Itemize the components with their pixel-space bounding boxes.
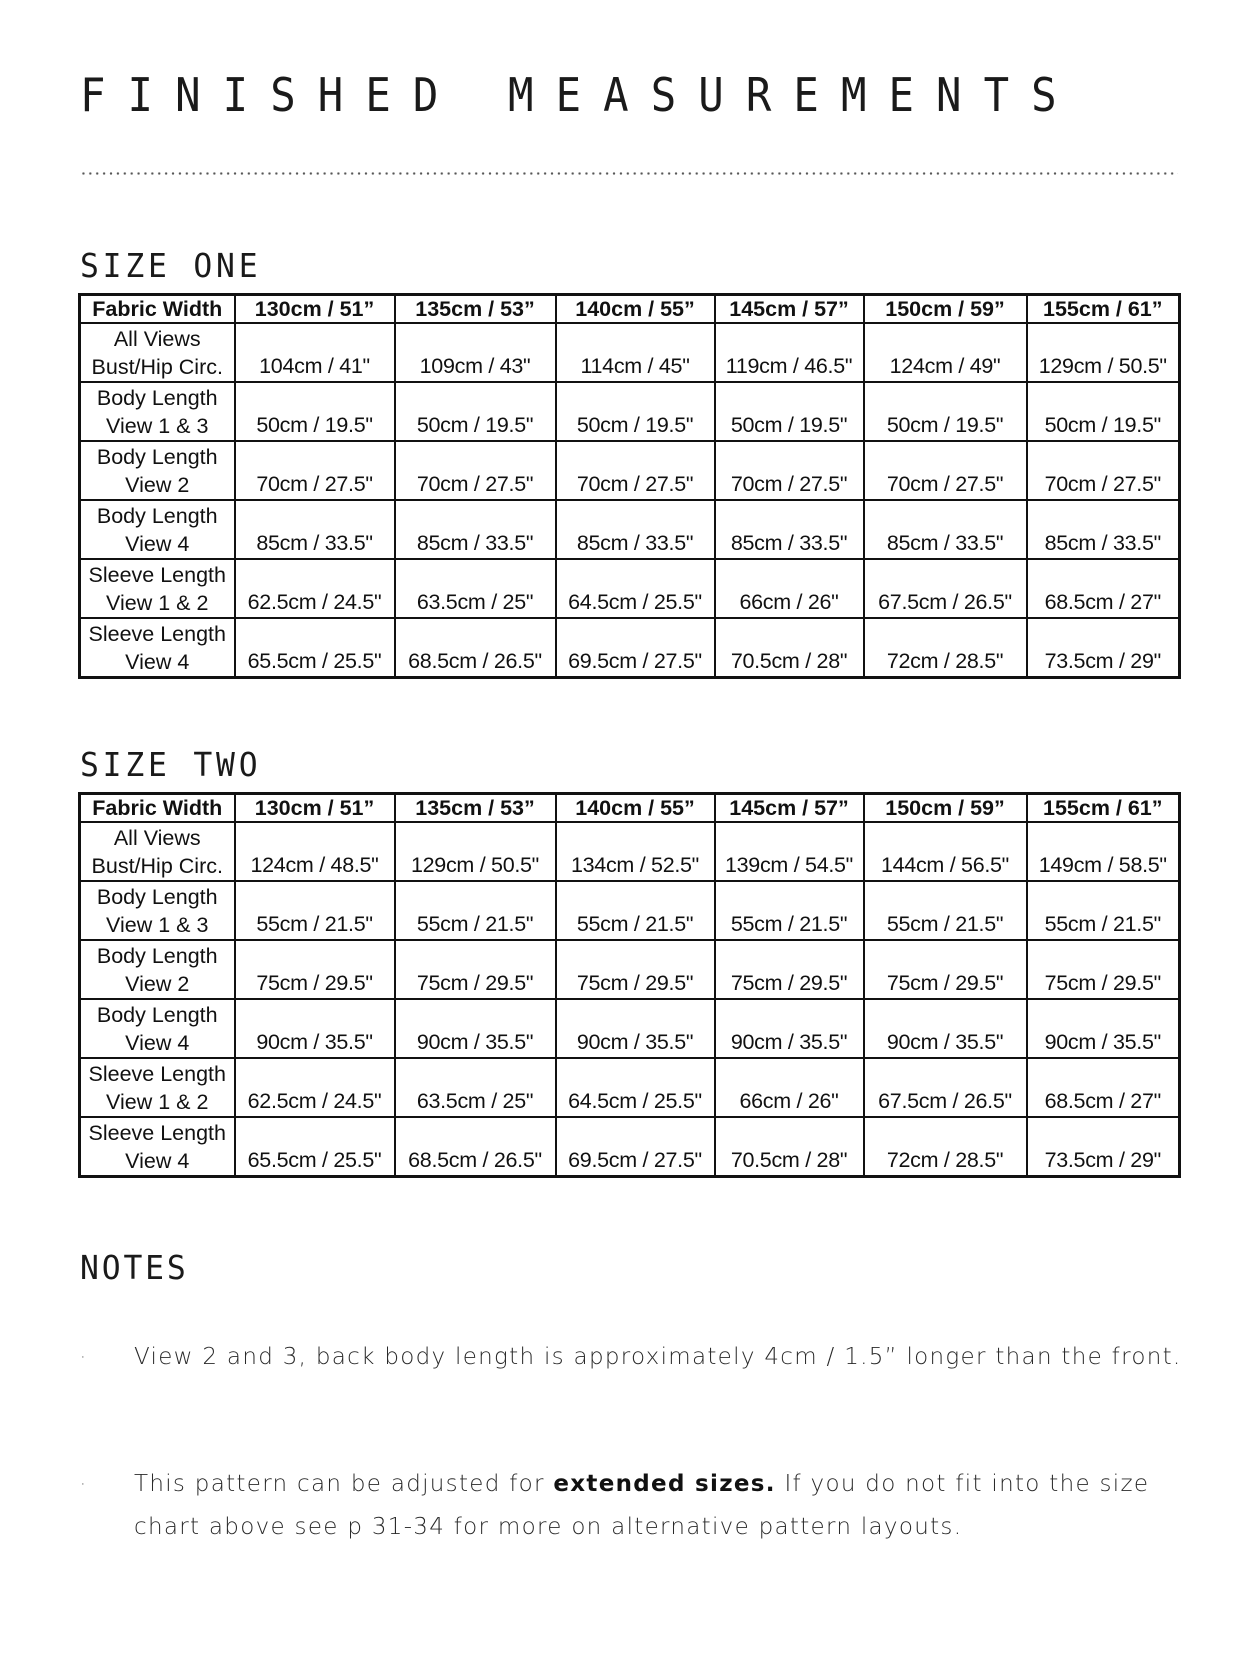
table-cell: 69.5cm / 27.5" bbox=[556, 1117, 715, 1177]
table-cell: 68.5cm / 26.5" bbox=[395, 1117, 556, 1177]
table-cell: 72cm / 28.5" bbox=[864, 1117, 1027, 1177]
table-cell: 50cm / 19.5" bbox=[556, 382, 715, 441]
table-cell: 75cm / 29.5" bbox=[1027, 940, 1180, 999]
table-cell: 50cm / 19.5" bbox=[235, 382, 395, 441]
table-cell: 75cm / 29.5" bbox=[864, 940, 1027, 999]
table-cell: 90cm / 35.5" bbox=[235, 999, 395, 1058]
table-cell: 68.5cm / 26.5" bbox=[395, 618, 556, 678]
column-header: 140cm / 55” bbox=[556, 794, 715, 823]
row-label-line-1: Sleeve Length bbox=[88, 621, 226, 646]
row-label-line-1: Body Length bbox=[96, 1002, 218, 1027]
table-cell: 65.5cm / 25.5" bbox=[235, 1117, 395, 1177]
table-cell: 50cm / 19.5" bbox=[864, 382, 1027, 441]
size-one-heading: SIZE ONE bbox=[80, 246, 262, 285]
row-label-line-2: View 1 & 2 bbox=[106, 590, 209, 615]
table-row bbox=[80, 1058, 1180, 1117]
table-cell: 62.5cm / 24.5" bbox=[235, 559, 395, 618]
table-cell: 109cm / 43" bbox=[395, 323, 556, 382]
table-cell: 90cm / 35.5" bbox=[864, 999, 1027, 1058]
table-cell: 85cm / 33.5" bbox=[1027, 500, 1180, 559]
table-cell: 66cm / 26" bbox=[715, 559, 864, 618]
table-cell: 90cm / 35.5" bbox=[715, 999, 864, 1058]
table-cell: 75cm / 29.5" bbox=[395, 940, 556, 999]
dotted-divider bbox=[80, 172, 1178, 175]
row-label bbox=[80, 822, 235, 881]
row-label-line-1: All Views bbox=[113, 326, 201, 351]
row-label-line-1: Sleeve Length bbox=[88, 1061, 226, 1086]
table-cell: 124cm / 49" bbox=[864, 323, 1027, 382]
table-cell: 55cm / 21.5" bbox=[395, 881, 556, 940]
table-cell: 70cm / 27.5" bbox=[1027, 441, 1180, 500]
table-cell: 129cm / 50.5" bbox=[1027, 323, 1180, 382]
table-cell: 90cm / 35.5" bbox=[556, 999, 715, 1058]
page-title: FINISHED MEASUREMENTS bbox=[80, 68, 1079, 122]
table-cell: 134cm / 52.5" bbox=[556, 822, 715, 881]
table-cell: 104cm / 41" bbox=[235, 323, 395, 382]
table-cell: 70cm / 27.5" bbox=[556, 441, 715, 500]
row-label bbox=[80, 500, 235, 559]
table-row bbox=[80, 1117, 1180, 1177]
table-cell: 124cm / 48.5" bbox=[235, 822, 395, 881]
table-cell: 70cm / 27.5" bbox=[395, 441, 556, 500]
table-cell: 55cm / 21.5" bbox=[864, 881, 1027, 940]
column-header: 135cm / 53” bbox=[395, 295, 556, 324]
table-cell: 62.5cm / 24.5" bbox=[235, 1058, 395, 1117]
bullet-icon: · bbox=[80, 1474, 88, 1495]
row-label bbox=[80, 559, 235, 618]
row-label-line-2: View 2 bbox=[125, 971, 190, 996]
table-cell: 69.5cm / 27.5" bbox=[556, 618, 715, 678]
table-cell: 64.5cm / 25.5" bbox=[556, 1058, 715, 1117]
column-header: 135cm / 53” bbox=[395, 794, 556, 823]
table-cell: 55cm / 21.5" bbox=[556, 881, 715, 940]
table-cell: 73.5cm / 29" bbox=[1027, 1117, 1180, 1177]
table-cell: 55cm / 21.5" bbox=[715, 881, 864, 940]
column-header: 130cm / 51” bbox=[235, 794, 395, 823]
table-row bbox=[80, 559, 1180, 618]
table-row bbox=[80, 940, 1180, 999]
size-two-table bbox=[78, 792, 1181, 1178]
table-cell: 139cm / 54.5" bbox=[715, 822, 864, 881]
table-cell: 75cm / 29.5" bbox=[235, 940, 395, 999]
row-label bbox=[80, 940, 235, 999]
table-row bbox=[80, 822, 1180, 881]
table-cell: 114cm / 45" bbox=[556, 323, 715, 382]
table-cell: 55cm / 21.5" bbox=[1027, 881, 1180, 940]
column-header: Fabric Width bbox=[80, 295, 235, 324]
table-cell: 65.5cm / 25.5" bbox=[235, 618, 395, 678]
note-text: View 2 and 3, back body length is approximately 4cm / 1.5” longer than the front. bbox=[134, 1344, 1182, 1370]
table-cell: 70.5cm / 28" bbox=[715, 1117, 864, 1177]
row-label bbox=[80, 999, 235, 1058]
row-label-line-1: Body Length bbox=[96, 503, 218, 528]
row-label-line-1: Body Length bbox=[96, 943, 218, 968]
row-label-line-2: View 4 bbox=[125, 649, 190, 674]
row-label-line-2: View 4 bbox=[125, 1030, 190, 1055]
row-label-line-2: View 4 bbox=[125, 1148, 190, 1173]
column-header: 145cm / 57” bbox=[715, 295, 864, 324]
notes-heading: NOTES bbox=[80, 1248, 189, 1287]
row-label-line-2: View 1 & 3 bbox=[106, 413, 209, 438]
row-label-line-1: Body Length bbox=[96, 385, 218, 410]
row-label bbox=[80, 618, 235, 678]
table-cell: 63.5cm / 25" bbox=[395, 559, 556, 618]
table-row bbox=[80, 618, 1180, 678]
size-one-table bbox=[78, 293, 1181, 679]
table-cell: 50cm / 19.5" bbox=[1027, 382, 1180, 441]
column-header: 155cm / 61” bbox=[1027, 295, 1180, 324]
table-cell: 129cm / 50.5" bbox=[395, 822, 556, 881]
table-cell: 119cm / 46.5" bbox=[715, 323, 864, 382]
row-label-line-2: Bust/Hip Circ. bbox=[91, 853, 223, 878]
row-label bbox=[80, 1117, 235, 1177]
table-cell: 75cm / 29.5" bbox=[556, 940, 715, 999]
row-label bbox=[80, 881, 235, 940]
note-item bbox=[80, 1463, 1190, 1549]
note-text bbox=[134, 1463, 1190, 1549]
note-text-bold: extended sizes. bbox=[553, 1471, 776, 1497]
table-row bbox=[80, 881, 1180, 940]
row-label-line-1: Sleeve Length bbox=[88, 1120, 226, 1145]
note-text-before: This pattern can be adjusted for bbox=[134, 1471, 554, 1497]
note-item bbox=[80, 1336, 1190, 1379]
table-cell: 70cm / 27.5" bbox=[235, 441, 395, 500]
table-cell: 149cm / 58.5" bbox=[1027, 822, 1180, 881]
row-label-line-2: View 1 & 3 bbox=[106, 912, 209, 937]
table-cell: 70cm / 27.5" bbox=[864, 441, 1027, 500]
table-cell: 85cm / 33.5" bbox=[715, 500, 864, 559]
row-label bbox=[80, 323, 235, 382]
table-cell: 68.5cm / 27" bbox=[1027, 559, 1180, 618]
table-cell: 70cm / 27.5" bbox=[715, 441, 864, 500]
table-cell: 66cm / 26" bbox=[715, 1058, 864, 1117]
column-header: 130cm / 51” bbox=[235, 295, 395, 324]
table-cell: 55cm / 21.5" bbox=[235, 881, 395, 940]
table-row bbox=[80, 441, 1180, 500]
row-label-line-1: Sleeve Length bbox=[88, 562, 226, 587]
table-cell: 67.5cm / 26.5" bbox=[864, 1058, 1027, 1117]
table-row bbox=[80, 323, 1180, 382]
table-cell: 50cm / 19.5" bbox=[715, 382, 864, 441]
table-cell: 90cm / 35.5" bbox=[1027, 999, 1180, 1058]
row-label-line-2: View 1 & 2 bbox=[106, 1089, 209, 1114]
table-row bbox=[80, 999, 1180, 1058]
column-header: 150cm / 59” bbox=[864, 295, 1027, 324]
table-cell: 85cm / 33.5" bbox=[864, 500, 1027, 559]
row-label bbox=[80, 441, 235, 500]
row-label-line-2: View 2 bbox=[125, 472, 190, 497]
table-cell: 67.5cm / 26.5" bbox=[864, 559, 1027, 618]
row-label-line-1: Body Length bbox=[96, 444, 218, 469]
table-cell: 85cm / 33.5" bbox=[395, 500, 556, 559]
column-header: 140cm / 55” bbox=[556, 295, 715, 324]
column-header: 155cm / 61” bbox=[1027, 794, 1180, 823]
table-cell: 50cm / 19.5" bbox=[395, 382, 556, 441]
table-cell: 75cm / 29.5" bbox=[715, 940, 864, 999]
row-label-line-1: Body Length bbox=[96, 884, 218, 909]
table-cell: 144cm / 56.5" bbox=[864, 822, 1027, 881]
table-cell: 90cm / 35.5" bbox=[395, 999, 556, 1058]
row-label bbox=[80, 382, 235, 441]
table-cell: 68.5cm / 27" bbox=[1027, 1058, 1180, 1117]
row-label-line-2: Bust/Hip Circ. bbox=[91, 354, 223, 379]
table-header-row bbox=[80, 794, 1180, 823]
column-header: 150cm / 59” bbox=[864, 794, 1027, 823]
column-header: Fabric Width bbox=[80, 794, 235, 823]
table-cell: 85cm / 33.5" bbox=[556, 500, 715, 559]
table-row bbox=[80, 382, 1180, 441]
table-cell: 64.5cm / 25.5" bbox=[556, 559, 715, 618]
note-text-after: If you do not fit into the size chart above see p 31-34 for more on alternative pattern layouts. bbox=[134, 1471, 1150, 1540]
table-cell: 63.5cm / 25" bbox=[395, 1058, 556, 1117]
table-header-row bbox=[80, 295, 1180, 324]
column-header: 145cm / 57” bbox=[715, 794, 864, 823]
table-cell: 72cm / 28.5" bbox=[864, 618, 1027, 678]
table-cell: 85cm / 33.5" bbox=[235, 500, 395, 559]
row-label-line-2: View 4 bbox=[125, 531, 190, 556]
row-label-line-1: All Views bbox=[113, 825, 201, 850]
row-label bbox=[80, 1058, 235, 1117]
size-two-heading: SIZE TWO bbox=[80, 745, 262, 784]
table-cell: 73.5cm / 29" bbox=[1027, 618, 1180, 678]
table-row bbox=[80, 500, 1180, 559]
bullet-icon: · bbox=[80, 1347, 88, 1368]
table-cell: 70.5cm / 28" bbox=[715, 618, 864, 678]
